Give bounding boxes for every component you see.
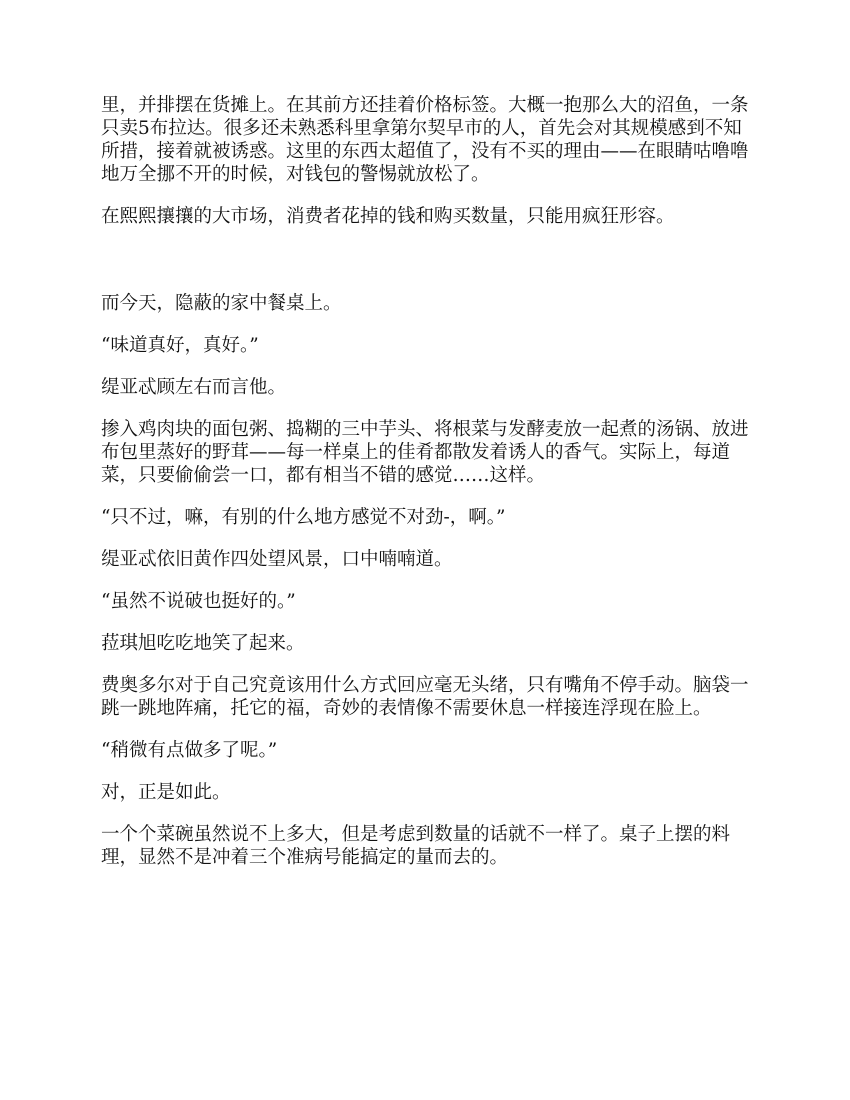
paragraph: 费奥多尔对于自己究竟该用什么方式回应毫无头绪，只有嘴角不停手动。脑袋一跳一跳地阵痛，托它的福，奇妙的表情像不需要休息一样接连浮现在脸上。 [101,675,749,719]
paragraph: 缇亚忒顾左右而言他。 [101,377,287,398]
paragraph: 里，并排摆在货摊上。在其前方还挂着价格标签。大概一抱那么大的沼鱼，一条只卖5布拉达。很多还未熟悉科里拿第尔契早市的人，首先会对其规模感到不知所措，接着就被诱惑。这里的东西太超值了，没有不买的理由——在眼睛咕噜噜地万全挪不开的时候，对钱包的警惕就放松了。 [101,95,749,185]
paragraph: 而今天，隐蔽的家中餐桌上。 [101,293,342,314]
document-body [101,94,751,888]
paragraph: 在熙熙攘攘的大市场，消费者花掉的钱和购买数量，只能用疯狂形容。 [101,206,675,227]
section-break [101,247,751,292]
paragraph: 对，正是如此。 [101,782,231,803]
paragraph: 缇亚忒依旧黄作四处望风景，口中喃喃道。 [101,549,453,570]
paragraph: “味道真好，真好。” [101,335,259,356]
paragraph: “稍微有点做多了呢。” [101,740,278,761]
paragraph: “虽然不说破也挺好的。” [101,591,296,612]
paragraph: “只不过，嘛，有别的什么地方感觉不对劲-，啊。” [101,507,506,528]
paragraph: 掺入鸡肉块的面包粥、捣糊的三中芋头、将根菜与发酵麦放一起煮的汤锅、放进布包里蒸好的野茸——每一样桌上的佳肴都散发着诱人的香气。实际上，每道菜，只要偷偷尝一口，都有相当不错的感觉……这样。 [101,419,749,486]
paragraph: 一个个菜碗虽然说不上多大，但是考虑到数量的话就不一样了。桌子上摆的料理，显然不是冲着三个准病号能搞定的量而去的。 [101,824,731,868]
paragraph: 菈琪旭吃吃地笑了起来。 [101,633,305,654]
